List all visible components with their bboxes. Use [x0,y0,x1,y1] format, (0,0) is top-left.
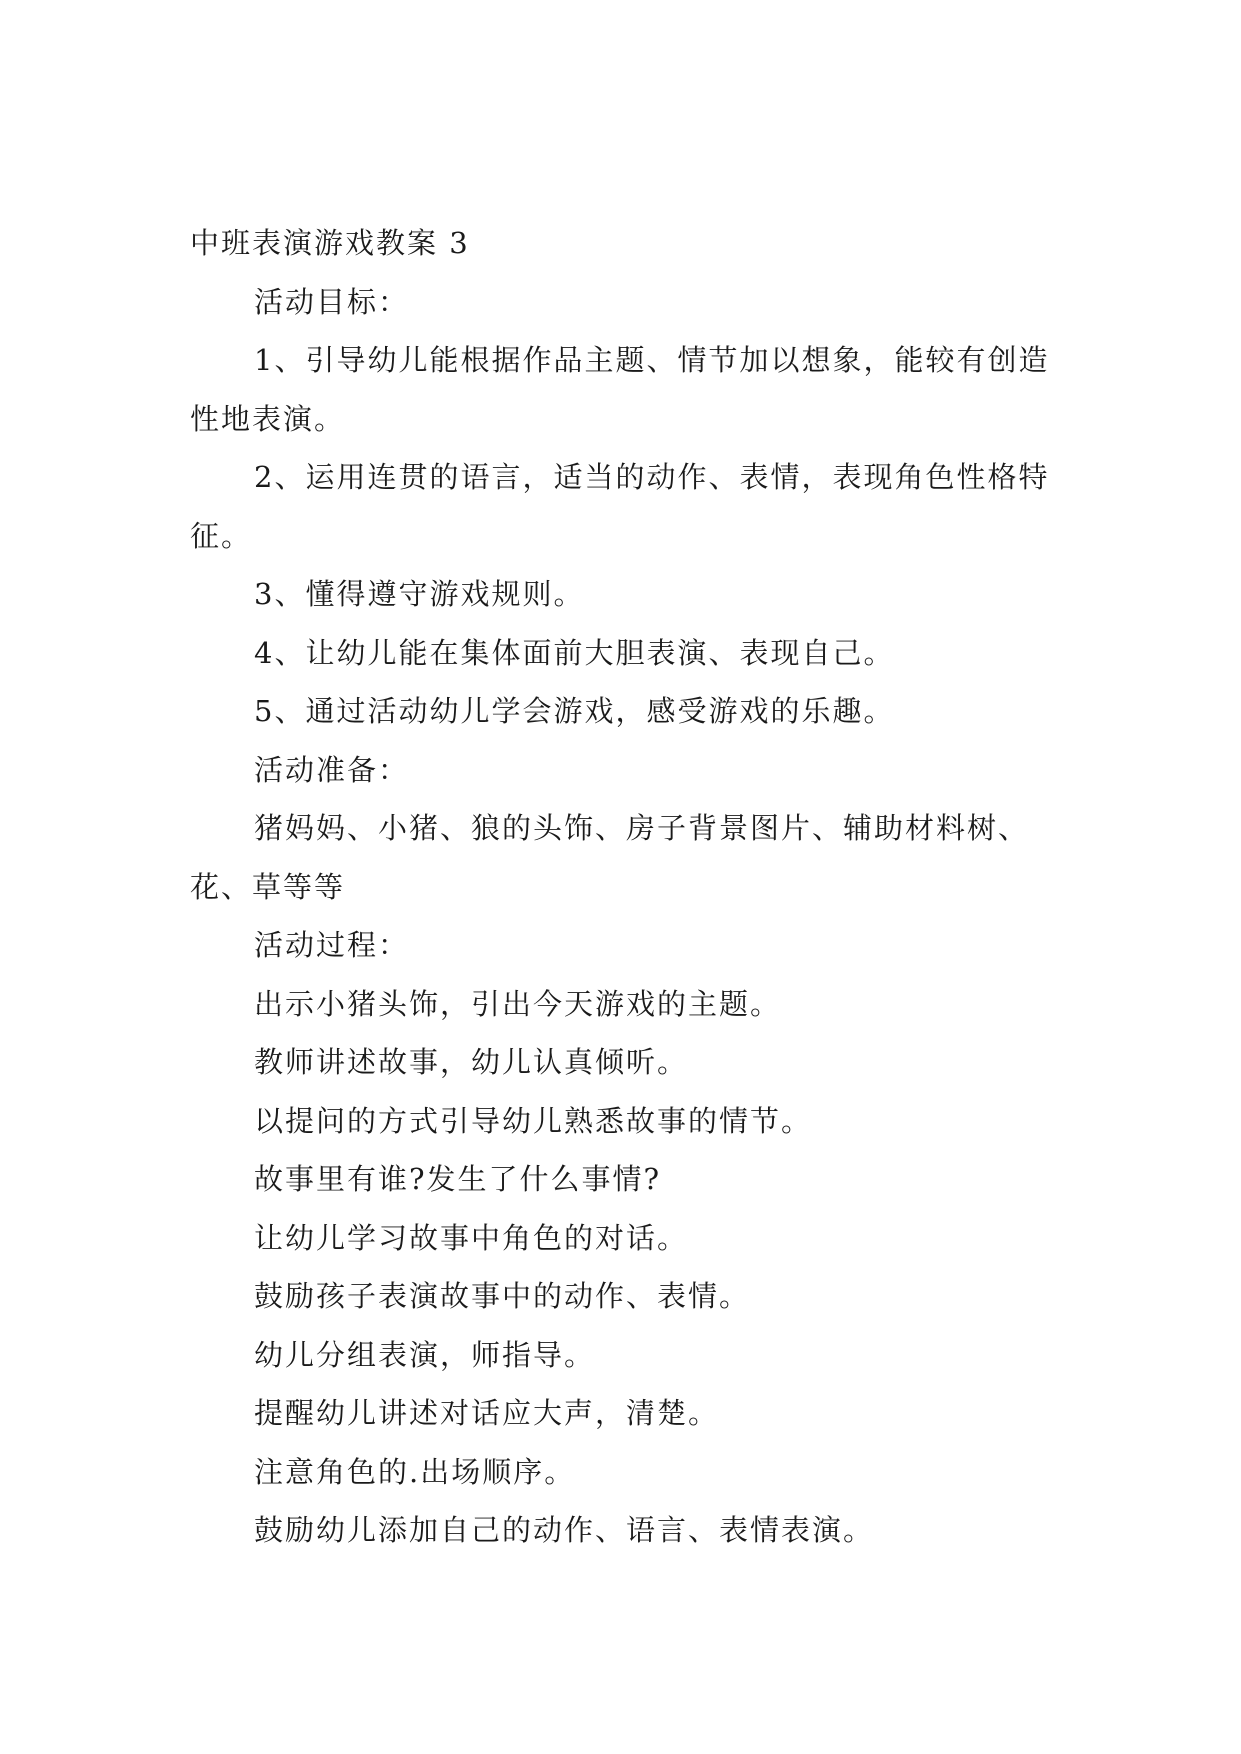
paragraph: 幼儿分组表演，师指导。 [254,1337,596,1372]
paragraph: 5、通过活动幼儿学会游戏，感受游戏的乐趣。 [254,694,895,728]
document-body [190,214,1070,1560]
section-heading-process: 活动过程： [254,928,410,962]
paragraph: 故事里有谁?发生了什么事情? [254,1162,662,1196]
paragraph: 注意角色的.出场顺序。 [254,1454,576,1489]
section-heading-preparation: 活动准备： [254,752,410,787]
paragraph: 鼓励幼儿添加自己的动作、语言、表情表演。 [254,1513,875,1547]
paragraph: 1、引导幼儿能根据作品主题、情节加以想象，能较有创造性地表演。 [190,343,1050,436]
section-heading-objectives: 活动目标： [254,284,410,319]
paragraph: 4、让幼儿能在集体面前大胆表演、表现自己。 [254,635,895,670]
paragraph: 提醒幼儿讲述对话应大声，清楚。 [254,1396,720,1430]
document-title: 中班表演游戏教案 3 [190,226,470,260]
paragraph: 2、运用连贯的语言，适当的动作、表情，表现角色性格特征。 [190,460,1050,553]
paragraph: 猪妈妈、小猪、狼的头饰、房子背景图片、辅助材料树、花、草等等 [190,811,1030,904]
paragraph: 出示小猪头饰，引出今天游戏的主题。 [254,986,782,1021]
paragraph: 3、懂得遵守游戏规则。 [254,577,585,611]
paragraph: 教师讲述故事，幼儿认真倾听。 [254,1045,689,1079]
paragraph: 鼓励孩子表演故事中的动作、表情。 [254,1279,751,1313]
paragraph: 让幼儿学习故事中角色的对话。 [254,1220,689,1255]
paragraph: 以提问的方式引导幼儿熟悉故事的情节。 [254,1103,813,1138]
